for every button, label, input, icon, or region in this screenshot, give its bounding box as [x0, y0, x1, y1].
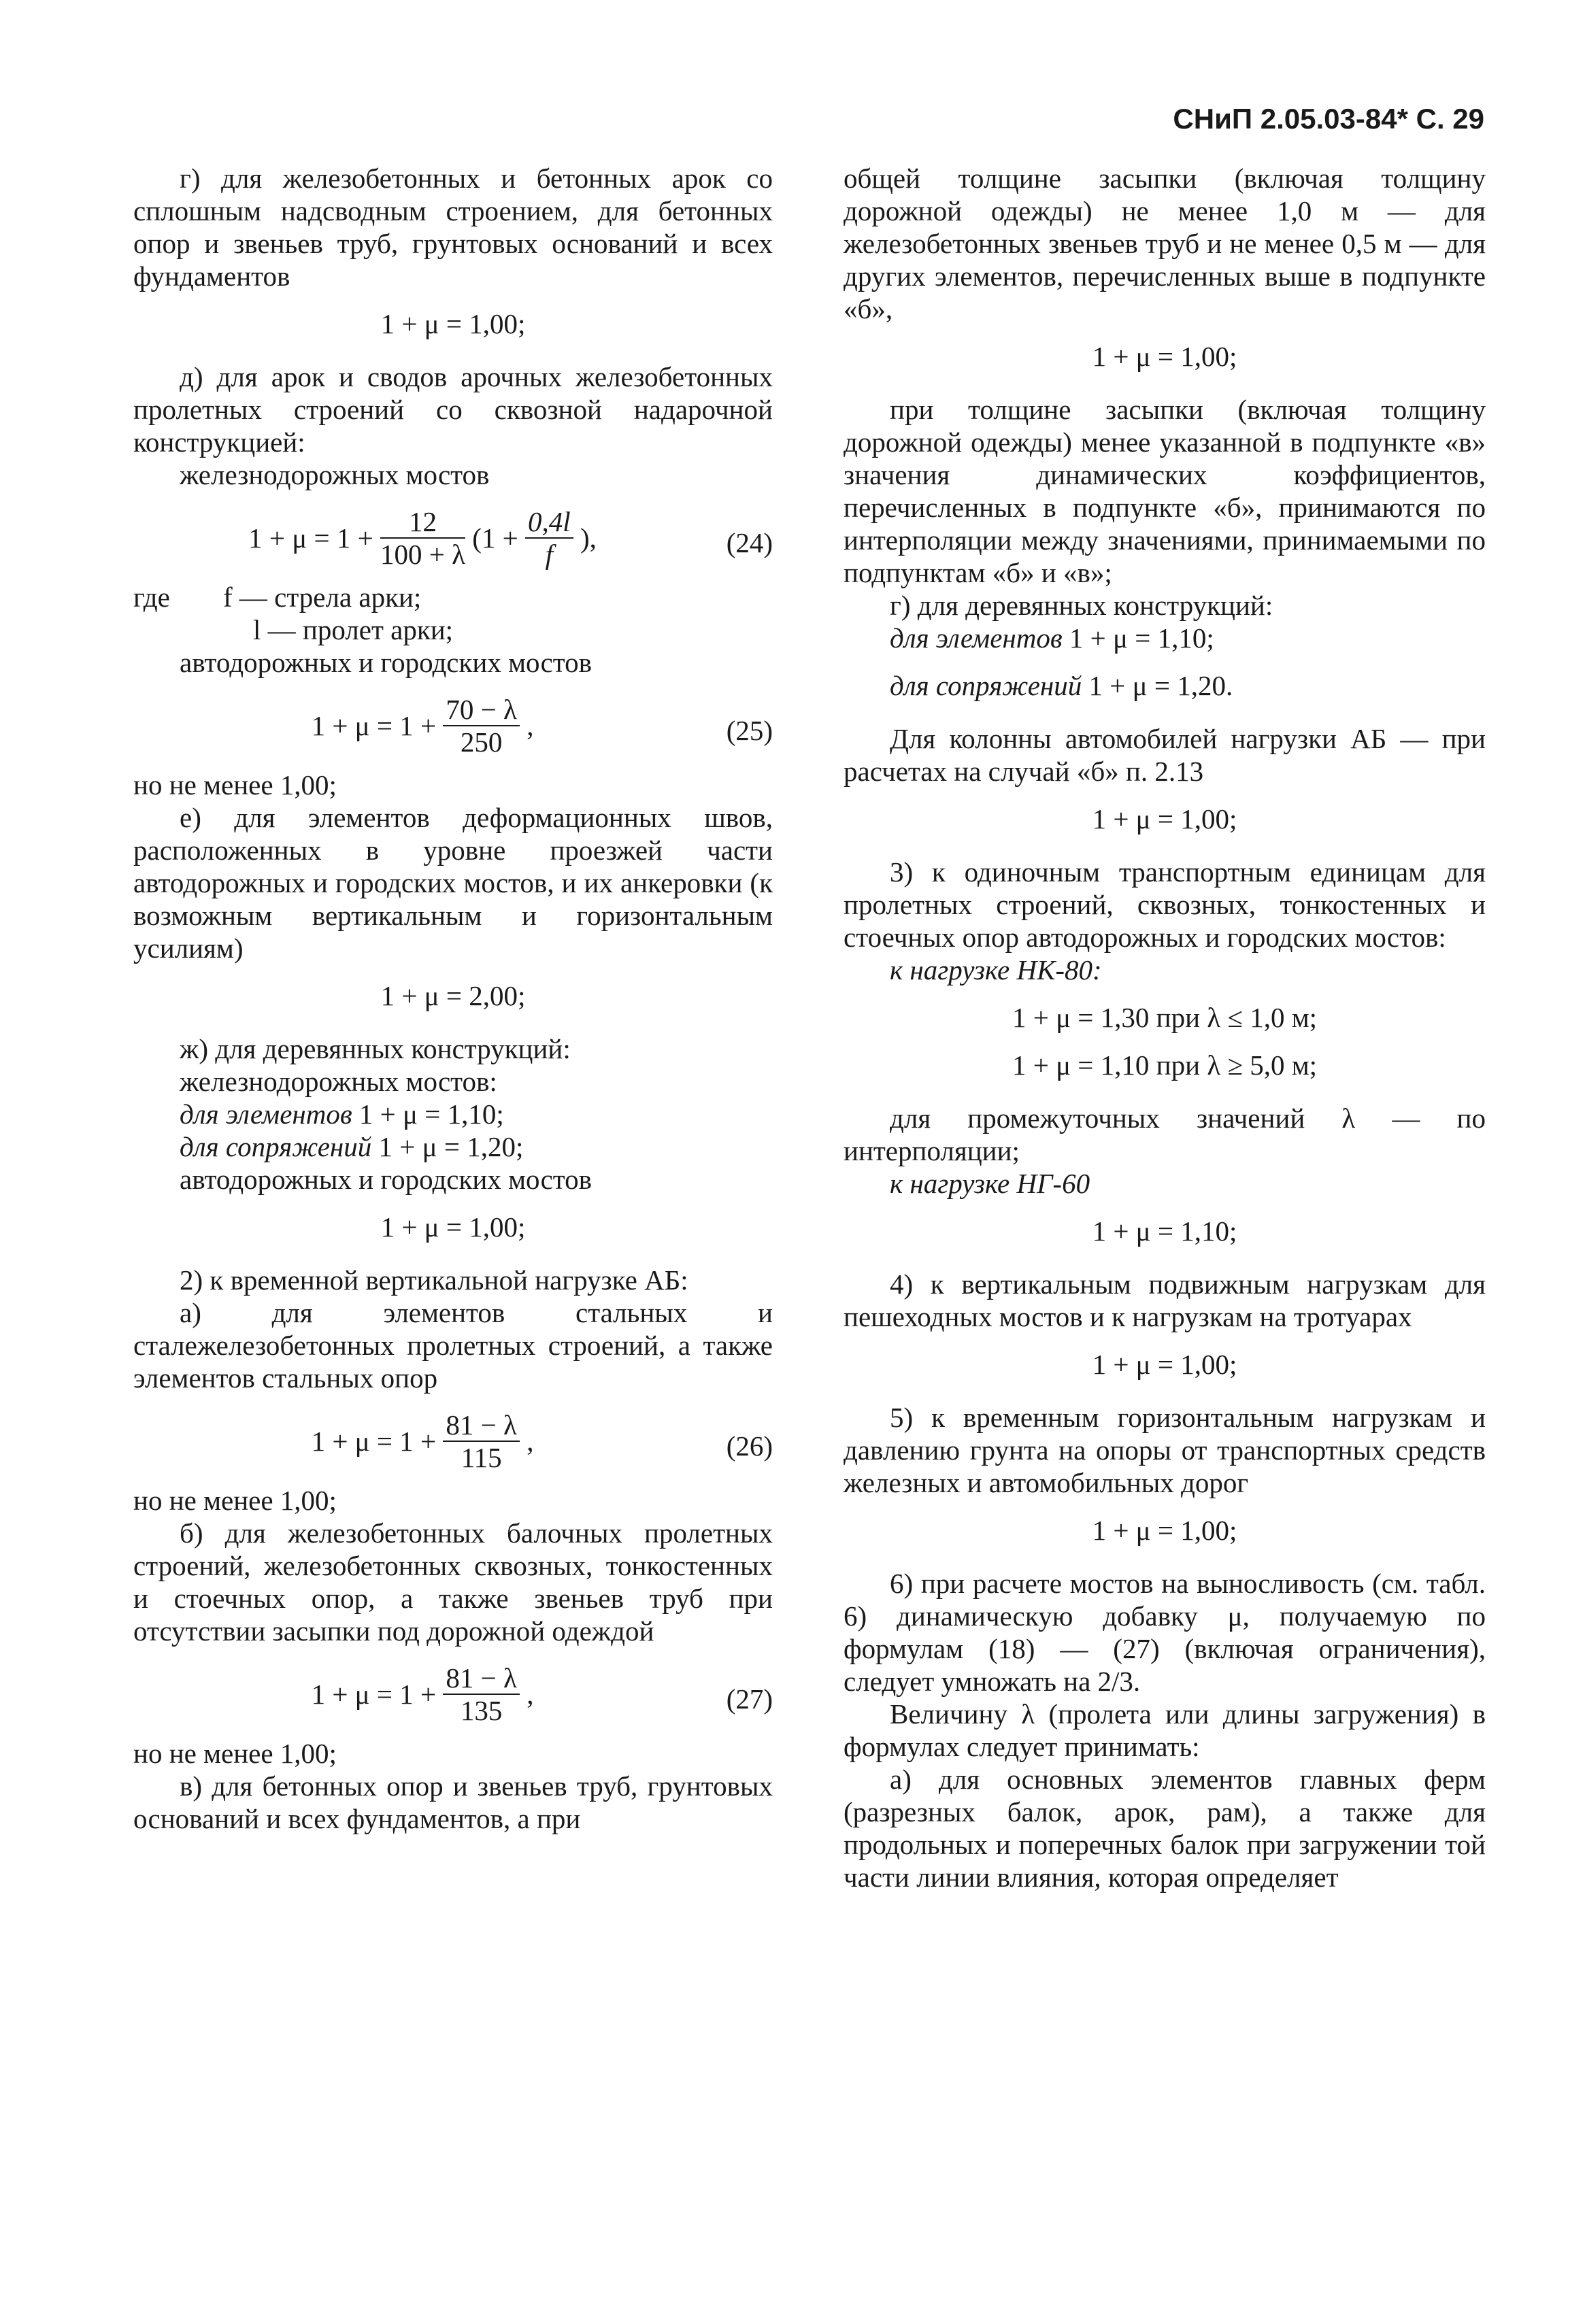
paragraph: в) для бетонных опор и звеньев труб, грунтовых оснований и всех фундаментов, а при: [133, 1770, 773, 1834]
where-block: [133, 581, 773, 613]
formula: 1 + μ = 1,10 при λ ≥ 5,0 м;: [1012, 1049, 1318, 1081]
equation-number: (27): [726, 1683, 773, 1715]
formula-text: ,: [527, 1679, 534, 1710]
formula-text: ,: [527, 710, 534, 741]
formula-text: 1 + μ = 1 +: [311, 1426, 437, 1457]
paragraph: автодорожных и городских мостов: [180, 1164, 593, 1195]
formula: 1 + μ = 1,30 при λ ≤ 1,0 м;: [1012, 1002, 1318, 1033]
fraction: $\frac{0,4l}{f}$: [525, 506, 573, 570]
where-item: f — стрела арки;: [223, 582, 422, 613]
formula: 1 + μ = 1,00;: [380, 308, 526, 339]
paragraph: но не менее 1,00;: [133, 1738, 337, 1769]
formula-27: [133, 1662, 773, 1737]
paragraph: б) для железобетонных балочных пролетных строений, железобетонных сквозных, тонкостенных и стоечных опор, а также звеньев труб при отсутствии засыпки под дорожной одеждой: [133, 1517, 773, 1647]
formula: 1 + μ = 1,00;: [1092, 1349, 1237, 1380]
fraction: $\frac{12}{100 + \lambda}$: [380, 506, 466, 570]
formula: 1 + μ = 2,00;: [380, 980, 526, 1011]
paragraph: 5) к временным горизонтальным нагрузкам и давлению грунта на опоры от транспортных средств железных и автомобильных дорог: [844, 1402, 1486, 1498]
formula: 1 + μ = 1,00;: [1092, 1515, 1237, 1546]
fraction: $\frac{81 - \lambda}{115}$: [443, 1409, 520, 1473]
paragraph: для сопряжений 1 + μ = 1,20;: [180, 1131, 524, 1162]
paragraph: 3) к одиночным транспортным единицам для пролетных строений, сквозных, тонкостенных и стоечных опор автодорожных и городских мостов:: [844, 856, 1486, 953]
formula-25: [133, 694, 773, 769]
paragraph: е) для элементов деформационных швов, расположенных в уровне проезжей части автодорожных и городских мостов, и их анкеровки (к возможным вертикальным и горизонтальным усилиям): [133, 802, 773, 964]
left-column: [133, 162, 773, 1835]
paragraph: для сопряжений 1 + μ = 1,20.: [890, 670, 1233, 701]
paragraph: к нагрузке НК-80:: [890, 954, 1102, 986]
equation-number: (25): [726, 715, 773, 746]
formula: 1 + μ = 1,00;: [1092, 803, 1237, 835]
formula-text: 1 + μ = 1 +: [311, 1679, 437, 1710]
paragraph: Величину λ (пролета или длины загружения) в формулах следует принимать:: [844, 1698, 1486, 1762]
formula-24: [133, 506, 773, 581]
paragraph: автодорожных и городских мостов: [180, 647, 593, 678]
formula-text: 1 + μ = 1 +: [248, 522, 373, 554]
formula: 1 + μ = 1,00;: [1092, 341, 1237, 372]
paragraph: д) для арок и сводов арочных железобетонных пролетных строений со сквозной надарочной конструкцией:: [133, 361, 773, 458]
formula-26: [133, 1409, 773, 1484]
paragraph: но не менее 1,00;: [133, 1485, 337, 1516]
paragraph: железнодорожных мостов: [180, 459, 490, 490]
where-label: где: [133, 582, 170, 613]
paragraph: для элементов 1 + μ = 1,10;: [180, 1098, 504, 1130]
paragraph: но не менее 1,00;: [133, 769, 337, 801]
equation-number: (26): [726, 1430, 773, 1462]
formula-text: ,: [527, 1426, 534, 1457]
fraction: $\frac{81 - \lambda}{135}$: [443, 1662, 520, 1726]
formula-text: 1 + μ = 1 +: [311, 710, 437, 741]
paragraph: для промежуточных значений λ — по интерполяции;: [844, 1102, 1486, 1166]
paragraph: 4) к вертикальным подвижным нагрузкам для пешеходных мостов и к нагрузкам на тротуарах: [844, 1268, 1486, 1332]
paragraph: а) для основных элементов главных ферм (разрезных балок, арок, рам), а также для продольных и поперечных балок при загружении той части линии влияния, которая определяет: [844, 1764, 1486, 1893]
formula-text: ),: [580, 522, 597, 554]
formula: 1 + μ = 1,00;: [380, 1211, 526, 1243]
paragraph: при толщине засыпки (включая толщину дорожной одежды) менее указанной в подпункте «в» значения динамических коэффициентов, перечисленных в подпункте «б», принимаются по интерполяции между значениями, принимаемыми по подпунктам «б» и «в»;: [844, 394, 1486, 588]
fraction: $\frac{70 - \lambda}{250}$: [443, 694, 520, 758]
equation-number: (24): [726, 527, 773, 558]
paragraph: 2) к временной вертикальной нагрузке АБ:: [180, 1264, 688, 1296]
page-header: СНиП 2.05.03-84* С. 29: [1173, 103, 1484, 135]
where-item: l — пролет арки;: [253, 614, 454, 645]
paragraph: а) для элементов стальных и сталежелезобетонных пролетных строений, а также элементов стальных опор: [133, 1297, 773, 1394]
paragraph: железнодорожных мостов:: [180, 1066, 497, 1097]
paragraph: к нагрузке НГ-60: [890, 1168, 1090, 1199]
paragraph: г) для деревянных конструкций:: [890, 590, 1273, 621]
paragraph: ж) для деревянных конструкций:: [180, 1033, 571, 1064]
paragraph: общей толщине засыпки (включая толщину дорожной одежды) не менее 1,0 м — для железобетонных звеньев труб и не менее 0,5 м — для других элементов, перечисленных выше в подпункте «б»,: [844, 163, 1486, 324]
right-column: [844, 162, 1486, 1893]
formula-text: (1 +: [472, 522, 518, 554]
formula: 1 + μ = 1,10;: [1092, 1215, 1237, 1247]
paragraph: 6) при расчете мостов на выносливость (см. табл. 6) динамическую добавку μ, получаемую по формулам (18) — (27) (включая ограничения), следует умножать на 2/3.: [844, 1568, 1486, 1697]
paragraph: для элементов 1 + μ = 1,10;: [890, 622, 1214, 654]
paragraph: Для колонны автомобилей нагрузки АБ — при расчетах на случай «б» п. 2.13: [844, 723, 1486, 787]
paragraph: г) для железобетонных и бетонных арок со сплошным надсводным строением, для бетонных опор и звеньев труб, грунтовых оснований и всех фундаментов: [133, 163, 773, 292]
